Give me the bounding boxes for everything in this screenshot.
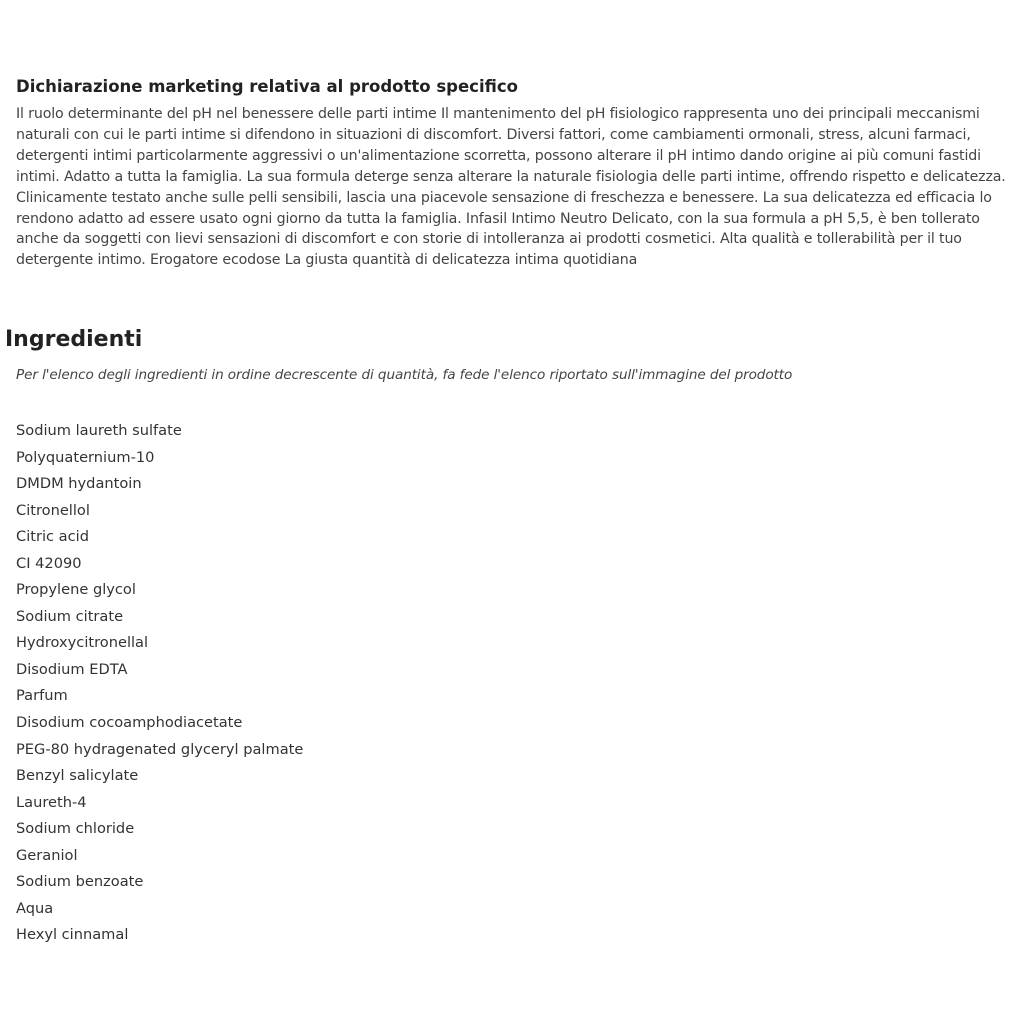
- ingredient-item: Disodium EDTA: [16, 660, 128, 678]
- ingredients-title: Ingredienti: [5, 327, 143, 352]
- marketing-title: Dichiarazione marketing relativa al prodotto specifico: [16, 77, 518, 96]
- ingredient-item: Citronellol: [16, 501, 90, 519]
- marketing-description: Il ruolo determinante del pH nel benessere delle parti intime Il mantenimento del pH fisiologico rappresenta uno dei principali meccanismi naturali con cui le parti intime si difendono in situazioni di discomfort. Diversi fattori, come cambiamenti ormonali, stress, alcuni farmaci, detergenti intimi particolarmente aggressivi o un'alimentazione scorretta, possono alterare il pH intimo dando origine ai più comuni fastidi intimi. Adatto a tutta la famiglia. La sua formula deterge senza alterare la naturale fisiologia delle parti intime, offrendo rispetto e delicatezza. Clinicamente testato anche sulle pelli sensibili, lascia una piacevole sensazione di freschezza e benessere. La sua delicatezza ed efficacia lo rendono adatto ad essere usato ogni giorno da tutta la famiglia. Infasil Intimo Neutro Delicato, con la sua formula a pH 5,5, è ben tollerato anche da soggetti con lievi sensazioni di discomfort e con storie di intolleranza ai prodotti cosmetici. Alta qualità e tollerabilità per il tuo detergente intimo. Erogatore ecodose La giusta quantità di delicatezza intima quotidiana: [16, 106, 1006, 269]
- ingredient-item: Hydroxycitronellal: [16, 634, 149, 652]
- ingredient-item: CI 42090: [16, 554, 82, 572]
- ingredient-item: Polyquaternium-10: [16, 448, 155, 466]
- ingredient-item: PEG-80 hydragenated glyceryl palmate: [16, 740, 304, 758]
- ingredient-item: Laureth-4: [16, 793, 87, 811]
- ingredient-item: Disodium cocoamphodiacetate: [16, 714, 243, 732]
- marketing-section: [16, 76, 1012, 271]
- ingredient-item: Citric acid: [16, 528, 89, 546]
- ingredient-item: Sodium benzoate: [16, 873, 144, 891]
- ingredient-item: Sodium citrate: [16, 607, 124, 625]
- ingredient-item: Sodium chloride: [16, 820, 135, 838]
- ingredient-item: Sodium laureth sulfate: [16, 422, 182, 439]
- ingredient-item: Propylene glycol: [16, 581, 136, 599]
- ingredient-item: Benzyl salicylate: [16, 767, 139, 785]
- ingredient-item: Hexyl cinnamal: [16, 926, 129, 944]
- ingredient-item: Parfum: [16, 687, 68, 705]
- ingredients-note: Per l'elenco degli ingredienti in ordine decrescente di quantità, fa fede l'elenco riportato sull'immagine del prodotto: [16, 367, 793, 383]
- ingredient-item: DMDM hydantoin: [16, 475, 142, 493]
- ingredient-item: Aqua: [16, 899, 54, 917]
- ingredient-item: Geraniol: [16, 846, 78, 864]
- ingredients-list: [16, 418, 303, 949]
